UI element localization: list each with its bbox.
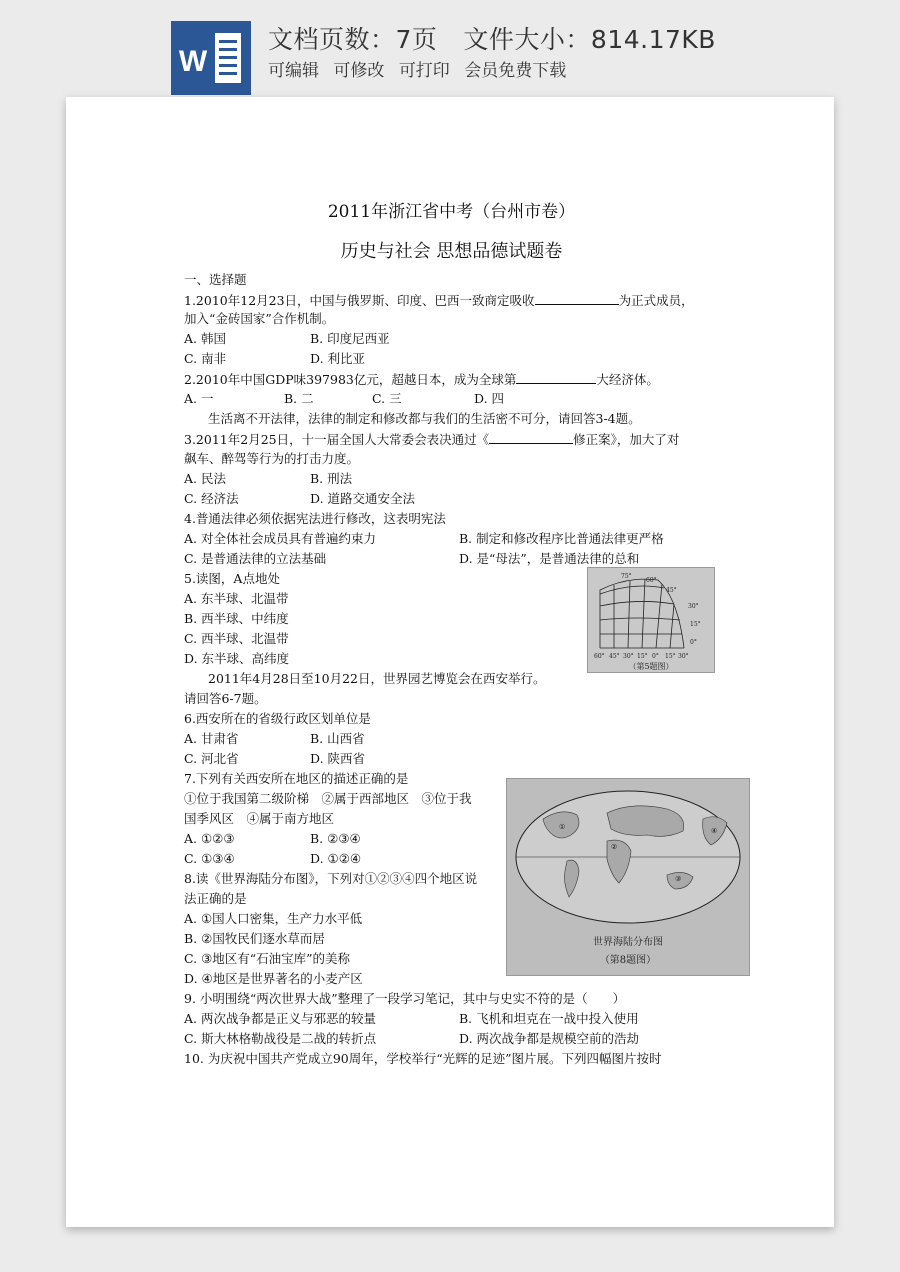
fig5-lon-label: 15° [665, 653, 676, 660]
fig5-lat-label: 0° [690, 639, 697, 646]
word-document-icon [171, 21, 251, 95]
q3-4-intro: 生活离不开法律，法律的制定和修改都与我们的生活密不可分，请回答3-4题。 [208, 411, 641, 426]
q7-options-row2: C. ①③④ D. ①②④ [184, 851, 362, 866]
q8-stem-b: 法正确的是 [184, 891, 247, 906]
q9-options-row2: C. 斯大林格勒战役是二战的转折点 D. 两次战争都是规模空前的浩劫 [184, 1031, 640, 1046]
q8-option-b: B. ②国牧民们逐水草而居 [184, 931, 325, 946]
q1-options-row2: C. 南非 D. 利比亚 [184, 351, 366, 366]
fig5-lon-label: 15° [637, 653, 648, 660]
fig5-lat-label: 30° [688, 603, 699, 610]
fig8-caption: （第8题图） [599, 955, 657, 966]
word-icon-letter: W [178, 45, 208, 78]
svg-text:②: ② [611, 843, 618, 851]
q5-stem: 5.读图，A点地处 [184, 571, 280, 586]
q8-option-a: A. ①国人口密集，生产力水平低 [184, 911, 363, 926]
answer-blank [516, 370, 596, 384]
q2-stem: 2.2010年中国GDP味397983亿元，超越日本，成为全球第 大经济体。 [184, 372, 659, 387]
q3-options-row1: A. 民法 B. 刑法 [184, 471, 353, 486]
answer-blank [489, 430, 573, 444]
exam-subtitle: 历史与社会 思想品德试题卷 [340, 241, 563, 262]
q6-options-row2: C. 河北省 D. 陕西省 [184, 751, 366, 766]
q8-stem: 8.读《世界海陆分布图》，下列对①②③④四个地区说 [184, 871, 478, 886]
file-size: 文件大小：814.17KB [463, 25, 716, 54]
q6-7-intro-cont: 请回答6-7题。 [184, 691, 267, 706]
section-heading: 一、选择题 [184, 272, 247, 287]
q3-stem: 3.2011年2月25日，十一届全国人大常委会表决通过《 修正案》，加大了对 [184, 432, 680, 447]
q5-option-b: B. 西半球、中纬度 [184, 611, 289, 626]
q7-options-row1: A. ①②③ B. ②③④ [184, 831, 361, 846]
q8-option-c: C. ③地区有“石油宝库”的美称 [184, 951, 351, 966]
q5-option-c: C. 西半球、北温带 [184, 631, 289, 646]
fig5-lat-label: 60° [646, 577, 657, 584]
q1-options-row1: A. 韩国 B. 印度尼西亚 [184, 331, 390, 346]
answer-blank [535, 291, 619, 305]
q7-stem-c: 国季风区 ④属于南方地区 [184, 811, 335, 826]
fig5-lat-label: 45° [666, 587, 677, 594]
fig5-lat-label: 15° [690, 621, 701, 628]
q1-stem: 1.2010年12月23日，中国与俄罗斯、印度、巴西一致商定吸收 为正式成员， [184, 293, 694, 308]
q10-stem: 10. 为庆祝中国共产党成立90周年，学校举行“光辉的足迹”图片展。下列四幅图片按时 [184, 1051, 662, 1066]
q5-option-d: D. 东半球、高纬度 [184, 651, 290, 666]
feature-modifiable: 可修改 [333, 61, 385, 81]
figure-5-grid-map [587, 567, 715, 673]
q8-option-d: D. ④地区是世界著名的小麦产区 [184, 971, 363, 986]
document-page [66, 97, 834, 1227]
download-header [0, 0, 900, 96]
q3-stem-cont: 飙车、醉驾等行为的打击力度。 [184, 451, 360, 466]
q4-options-row2: C. 是普通法律的立法基础 D. 是“母法”，是普通法律的总和 [184, 551, 640, 566]
q4-stem: 4.普通法律必须依据宪法进行修改，这表明宪法 [184, 511, 446, 526]
q9-options-row1: A. 两次战争都是正义与邪恶的较量 B. 飞机和坦克在一战中投入使用 [184, 1011, 639, 1026]
q6-options-row1: A. 甘肃省 B. 山西省 [184, 731, 365, 746]
q5-option-a: A. 东半球、北温带 [184, 591, 289, 606]
q7-stem: 7.下列有关西安所在地区的描述正确的是 [184, 771, 409, 786]
file-info [268, 20, 716, 56]
feature-editable: 可编辑 [268, 61, 319, 81]
feature-printable: 可打印 [398, 61, 450, 81]
page-count: 文档页数：7页 [268, 25, 438, 54]
figure-8-world-map [506, 778, 750, 976]
fig5-lon-label: 60° [594, 653, 605, 660]
exam-title: 2011年浙江省中考（台州市卷） [327, 202, 576, 222]
fig8-title: 世界海陆分布图 [593, 937, 663, 948]
feature-member-download: 会员免费下载 [464, 61, 567, 81]
q6-7-intro: 2011年4月28日至10月22日，世界园艺博览会在西安举行。 [208, 671, 546, 686]
q6-stem: 6.西安所在的省级行政区划单位是 [184, 711, 371, 726]
feature-list [268, 56, 575, 81]
fig5-lon-label: 0° [652, 653, 659, 660]
q7-stem-b: ①位于我国第二级阶梯 ②属于西部地区 ③位于我 [184, 791, 472, 806]
q3-options-row2: C. 经济法 D. 道路交通安全法 [184, 491, 416, 506]
svg-text:①: ① [559, 823, 566, 831]
q4-options-row1: A. 对全体社会成员具有普遍约束力 B. 制定和修改程序比普通法律更严格 [184, 531, 664, 546]
svg-text:③: ③ [675, 875, 682, 883]
fig5-lat-label: 75° [621, 573, 632, 580]
fig5-lon-label: 30° [678, 653, 689, 660]
svg-text:④: ④ [711, 827, 718, 835]
q2-options: A. 一 B. 二 C. 三 D. 四 [184, 391, 505, 406]
q1-stem-cont: 加入“金砖国家”合作机制。 [184, 311, 335, 326]
fig5-lon-label: 30° [623, 653, 634, 660]
fig5-caption: （第5题图） [628, 662, 674, 671]
q9-stem: 9. 小明围绕“两次世界大战”整理了一段学习笔记，其中与史实不符的是（ ） [184, 991, 626, 1006]
fig5-lon-label: 45° [609, 653, 620, 660]
